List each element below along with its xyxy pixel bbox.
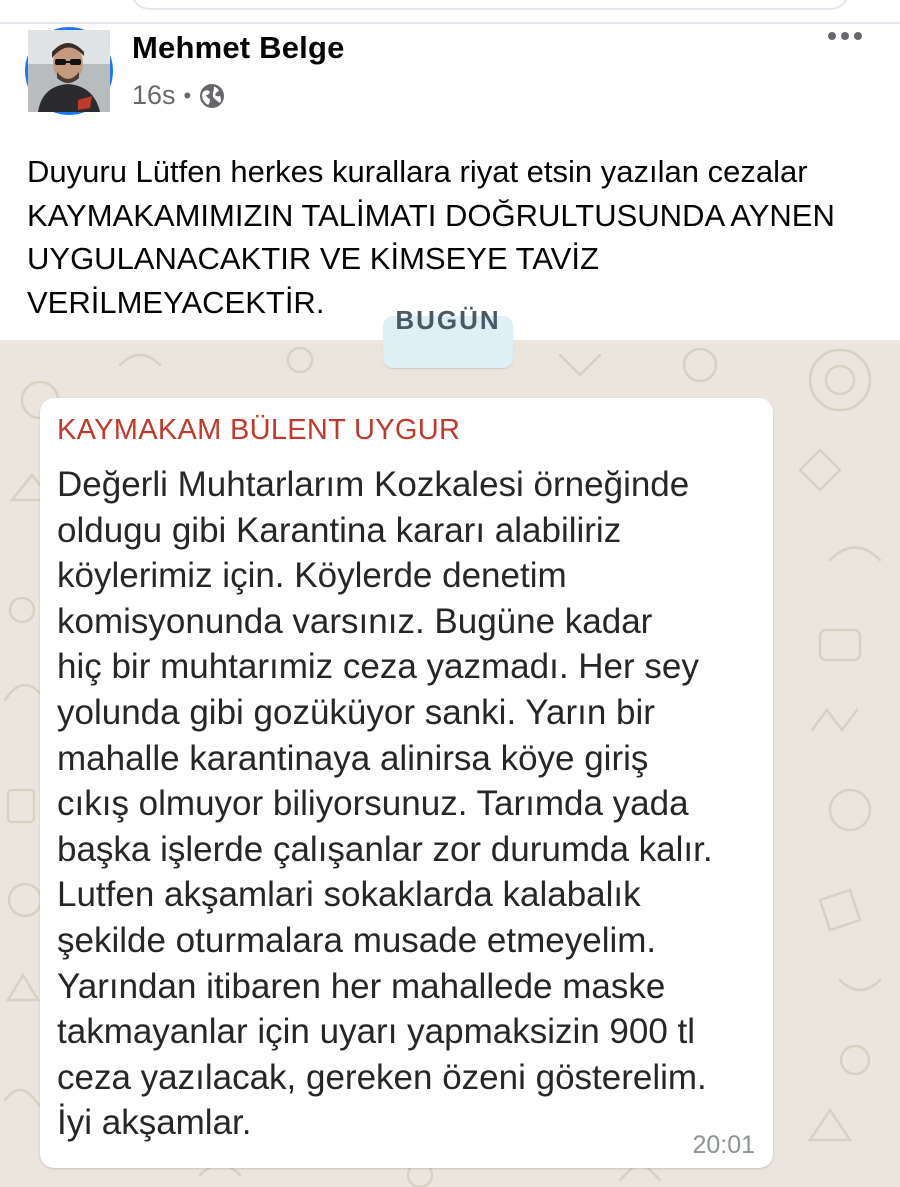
chat-screenshot[interactable] bbox=[0, 305, 900, 1187]
post-time[interactable]: 16s bbox=[132, 80, 176, 110]
post-text: Duyuru Lütfen herkes kurallara riyat etsin yazılan cezalar KAYMAKAMIMIZIN TALİMATI DOĞRULTUSUNDA AYNEN UYGULANACAKTIR VE KİMSEYE TAVİZ VERİLMEYACEKTİR. bbox=[27, 154, 835, 320]
post-header bbox=[0, 24, 900, 134]
avatar[interactable] bbox=[25, 27, 113, 115]
more-options-icon[interactable] bbox=[828, 32, 862, 40]
message-sender: KAYMAKAM BÜLENT UYGUR bbox=[57, 414, 461, 446]
date-chip bbox=[383, 305, 513, 368]
globe-icon[interactable] bbox=[199, 83, 225, 109]
message-text: Değerli Muhtarlarım Kozkalesi örneğinde oldugu gibi Karantina kararı alabiliriz köylerimiz için. Köylerde denetim komisyonunda varsınız. Bugüne kadar hiç bir muhtarımiz ceza yazmadı. Her sey yolunda gibi gozüküyor sanki. Yarın bir mahalle karantinaya alinirsa köye giriş cıkış olmuyor biliyorsunuz. Tarımda yada başka işlerde çalışanlar zor durumda kalır. Lutfen akşamlari sokaklarda kalabalık şekilde oturmalara musade etmeyelim. Yarından itibaren her mahallede maske takmayanlar için uyarı yapmaksizin 900 tl ceza yazılacak, gereken özeni gösterelim. İyi akşamlar. bbox=[57, 465, 713, 1143]
meta-separator: • bbox=[183, 82, 192, 108]
post-meta bbox=[132, 80, 225, 111]
message-bubble[interactable] bbox=[40, 398, 773, 1168]
author-name[interactable]: Mehmet Belge bbox=[132, 30, 345, 65]
avatar-photo bbox=[28, 30, 110, 112]
date-chip-label: BUGÜN bbox=[395, 305, 501, 335]
comment-input-edge bbox=[130, 0, 850, 10]
top-divider bbox=[0, 0, 900, 24]
message-time: 20:01 bbox=[692, 1131, 755, 1159]
